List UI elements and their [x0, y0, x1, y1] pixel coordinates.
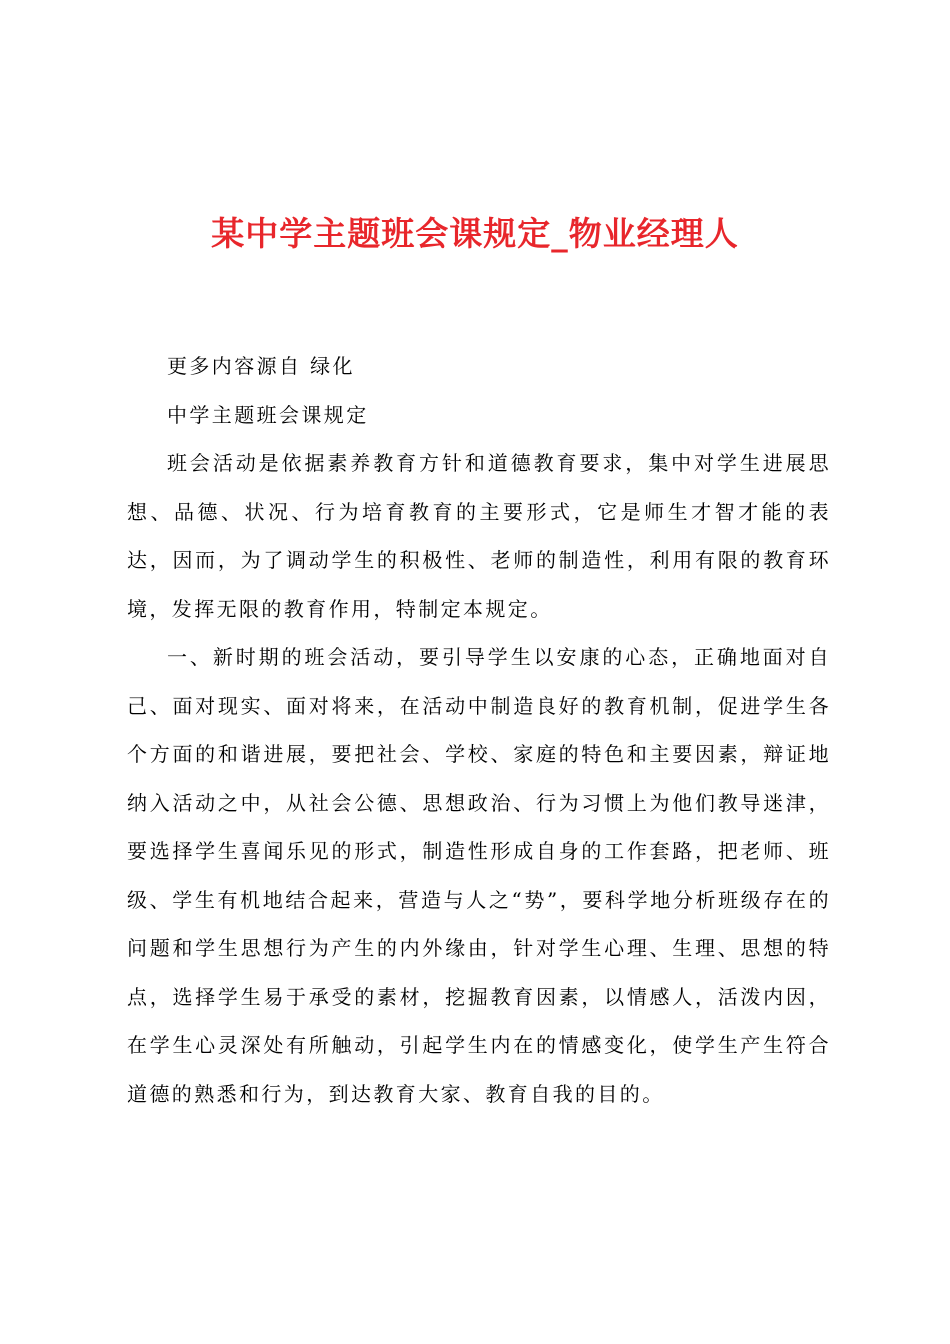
document-body — [127, 342, 831, 1118]
document-title: 某中学主题班会课规定_物业经理人 — [211, 214, 739, 253]
section-one-paragraph: 一、新时期的班会活动，要引导学生以安康的心态，正确地面对自己、面对现实、面对将来，在活动中制造良好的教育机制，促进学生各个方面的和谐进展，要把社会、学校、家庭的特色和主要因素，辩证地纳入活动之中，从社会公德、思想政治、行为习惯上为他们教导迷津，要选择学生喜闻乐见的形式，制造性形成自身的工作套路，把老师、班级、学生有机地结合起来，营造与人之“势”，要科学地分析班级存在的问题和学生思想行为产生的内外缘由，针对学生心理、生理、思想的特点，选择学生易于承受的素材，挖掘教育因素，以情感人，活泼内因，在学生心灵深处有所触动，引起学生内在的情感变化，使学生产生符合道德的熟悉和行为，到达教育大家、教育自我的目的。 — [127, 645, 831, 1106]
intro-paragraph: 班会活动是依据素养教育方针和道德教育要求，集中对学生进展思想、品德、状况、行为培育教育的主要形式，它是师生才智才能的表达，因而，为了调动学生的积极性、老师的制造性，利用有限的教育环境，发挥无限的教育作用，特制定本规定。 — [127, 451, 831, 621]
source-note: 更多内容源自 绿化 — [167, 354, 355, 378]
subtitle-paragraph: 中学主题班会课规定 — [167, 402, 369, 427]
